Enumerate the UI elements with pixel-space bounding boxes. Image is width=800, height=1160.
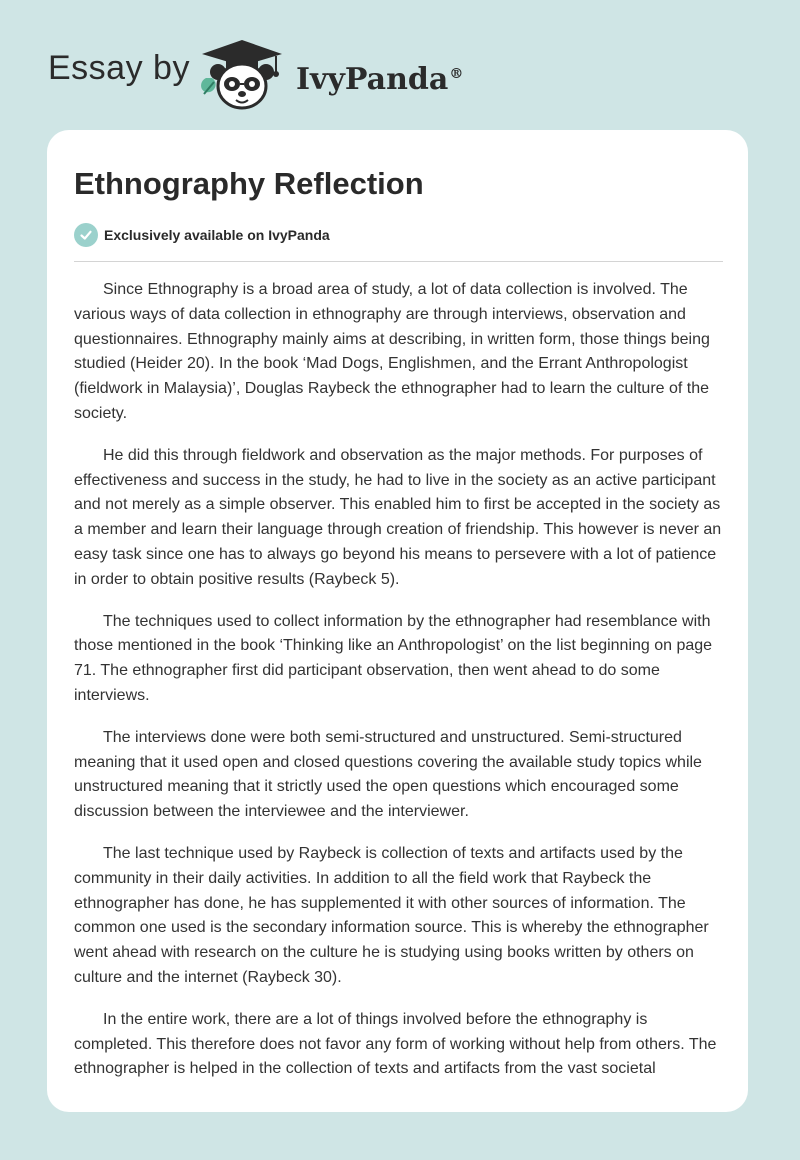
registered-mark: ® <box>449 66 464 82</box>
exclusive-badge-label: Exclusively available on IvyPanda <box>104 227 330 243</box>
brand-logo[interactable] <box>296 54 463 100</box>
brand-name: IvyPanda <box>296 62 449 97</box>
site-header <box>0 0 800 120</box>
panda-graduate-icon[interactable] <box>196 38 288 110</box>
paragraph: The interviews done were both semi-structured and unstructured. Semi-structured meaning that it used open and closed questions covering the available study topics while unstructured meaning that it strictly used the open questions which encouraged some discussion between the interviewee and the interviewer. <box>74 728 702 821</box>
essay-body <box>74 278 726 1099</box>
essay-card <box>47 130 748 1112</box>
paragraph: Since Ethnography is a broad area of study, a lot of data collection is involved. The various ways of data collection in ethnography are through interviews, observation and questionnaires. Ethnography mainly aims at describing, in written form, those things being studied (Heider 20). In the book ‘Mad Dogs, Englishmen, and the Errant Anthropologist (fieldwork in Malaysia)’, Douglas Raybeck the ethnographer had to learn the culture of the society. <box>74 281 710 422</box>
page-title: Ethnography Reflection <box>74 166 424 201</box>
paragraph: The techniques used to collect information by the ethnographer had resemblance with those mentioned in the book ‘Thinking like an Anthropologist’ on the list beginning on page 71. The ethnographer first did participant observation, then went ahead to do some interviews. <box>74 612 713 704</box>
divider <box>74 261 723 262</box>
essay-by-label: Essay by <box>48 49 190 87</box>
check-circle-icon <box>74 223 98 247</box>
paragraph: He did this through fieldwork and observation as the major methods. For purposes of effectiveness and success in the study, he had to live in the society as an active participant and not merely as a simple observer. This enabled him to first be accepted in the society as a member and learn their language through creation of friendship. This however is never an easy task since one has to always go beyond his means to persevere with a lot of patience in order to obtain positive results (Raybeck 5). <box>74 446 722 588</box>
paragraph: The last technique used by Raybeck is collection of texts and artifacts used by the community in their daily activities. In addition to all the field work that Raybeck the ethnographer has done, he has supplemented it with other sources of information. The common one used is the secondary information source. This is whereby the ethnographer went ahead with research on the culture he is studying using books written by others on culture and the internet (Raybeck 30). <box>74 844 709 986</box>
exclusive-badge <box>74 222 330 248</box>
paragraph: In the entire work, there are a lot of things involved before the ethnography is completed. This therefore does not favor any form of working without help from others. The ethnographer is helped in the collection of texts and artifacts from the vast societal <box>74 1010 717 1078</box>
